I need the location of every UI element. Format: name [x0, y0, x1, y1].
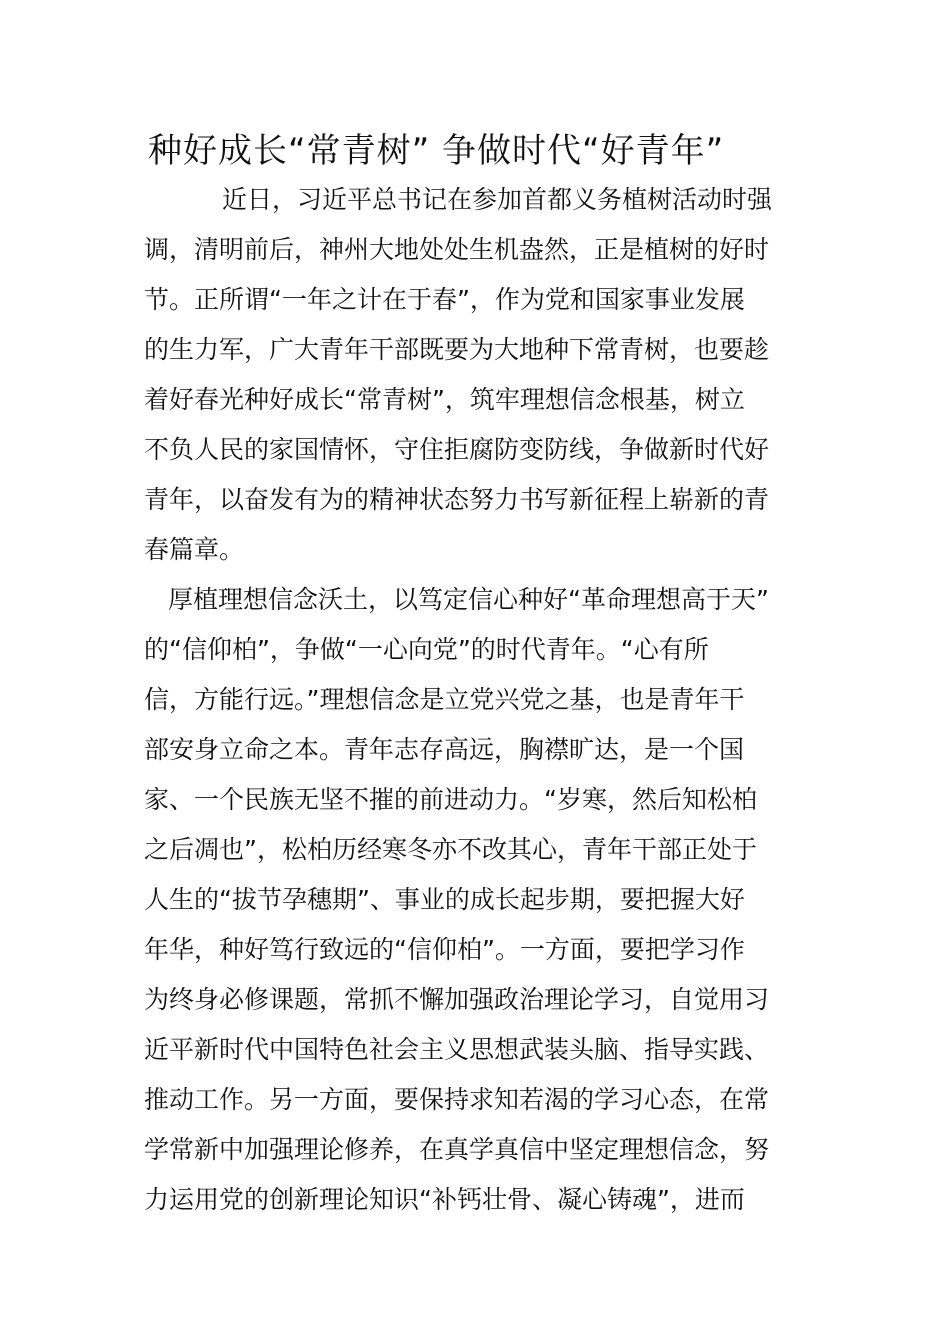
- paragraph-2-line-7: 人生的“拔节孕穗期”、事业的成长起步期，要把握大好: [144, 885, 745, 914]
- paragraph-2-line-13: 力运用党的创新理论知识“补钙壮骨、凝心铸魂”，进而: [144, 1185, 745, 1214]
- paragraph-2-line-4: 部安身立命之本。青年志存高远，胸襟旷达，是一个国: [144, 735, 745, 764]
- paragraph-2-line-8: 年华，种好笃行致远的“信仰柏”。一方面，要把学习作: [144, 935, 745, 964]
- paragraph-2-line-9: 为终身必修课题，常抓不懈加强政治理论学习，自觉用习: [144, 985, 770, 1014]
- paragraph-2-line-11: 推动工作。另一方面，要保持求知若渴的学习心态，在常: [144, 1085, 770, 1114]
- paragraph-1-line-4: 的生力军，广大青年干部既要为大地种下常青树，也要趁: [144, 335, 770, 364]
- paragraph-2-line-2: 的“信仰柏”，争做“一心向党”的时代青年。“心有所: [144, 635, 709, 664]
- paragraph-2-line-3: 信，方能行远。”理想信念是立党兴党之基，也是青年干: [144, 685, 745, 714]
- paragraph-2-line-10: 近平新时代中国特色社会主义思想武装头脑、指导实践、: [144, 1035, 770, 1064]
- paragraph-2-line-5: 家、一个民族无坚不摧的前进动力。“岁寒，然后知松柏: [144, 785, 757, 814]
- paragraph-2-line-6: 之后凋也”，松柏历经寒冬亦不改其心，青年干部正处于: [144, 835, 757, 864]
- paragraph-1-line-3: 节。正所谓“一年之计在于春”，作为党和国家事业发展: [144, 285, 745, 314]
- document-title: 种好成长“常青树” 争做时代“好青年”: [148, 131, 725, 171]
- paragraph-1-line-8: 春篇章。: [144, 535, 245, 564]
- paragraph-2-line-12: 学常新中加强理论修养，在真学真信中坚定理想信念，努: [144, 1135, 770, 1164]
- paragraph-2-line-1: 厚植理想信念沃土，以笃定信心种好“革命理想高于天”: [168, 585, 769, 614]
- paragraph-1-line-5: 着好春光种好成长“常青树”，筑牢理想信念根基，树立: [144, 385, 745, 414]
- paragraph-1-line-7: 青年，以奋发有为的精神状态努力书写新征程上崭新的青: [144, 485, 770, 514]
- paragraph-1-line-2: 调，清明前后，神州大地处处生机盎然，正是植树的好时: [144, 235, 770, 264]
- paragraph-1-line-6: 不负人民的家国情怀，守住拒腐防变防线，争做新时代好: [144, 435, 770, 464]
- paragraph-1-line-1: 近日，习近平总书记在参加首都义务植树活动时强: [222, 185, 773, 214]
